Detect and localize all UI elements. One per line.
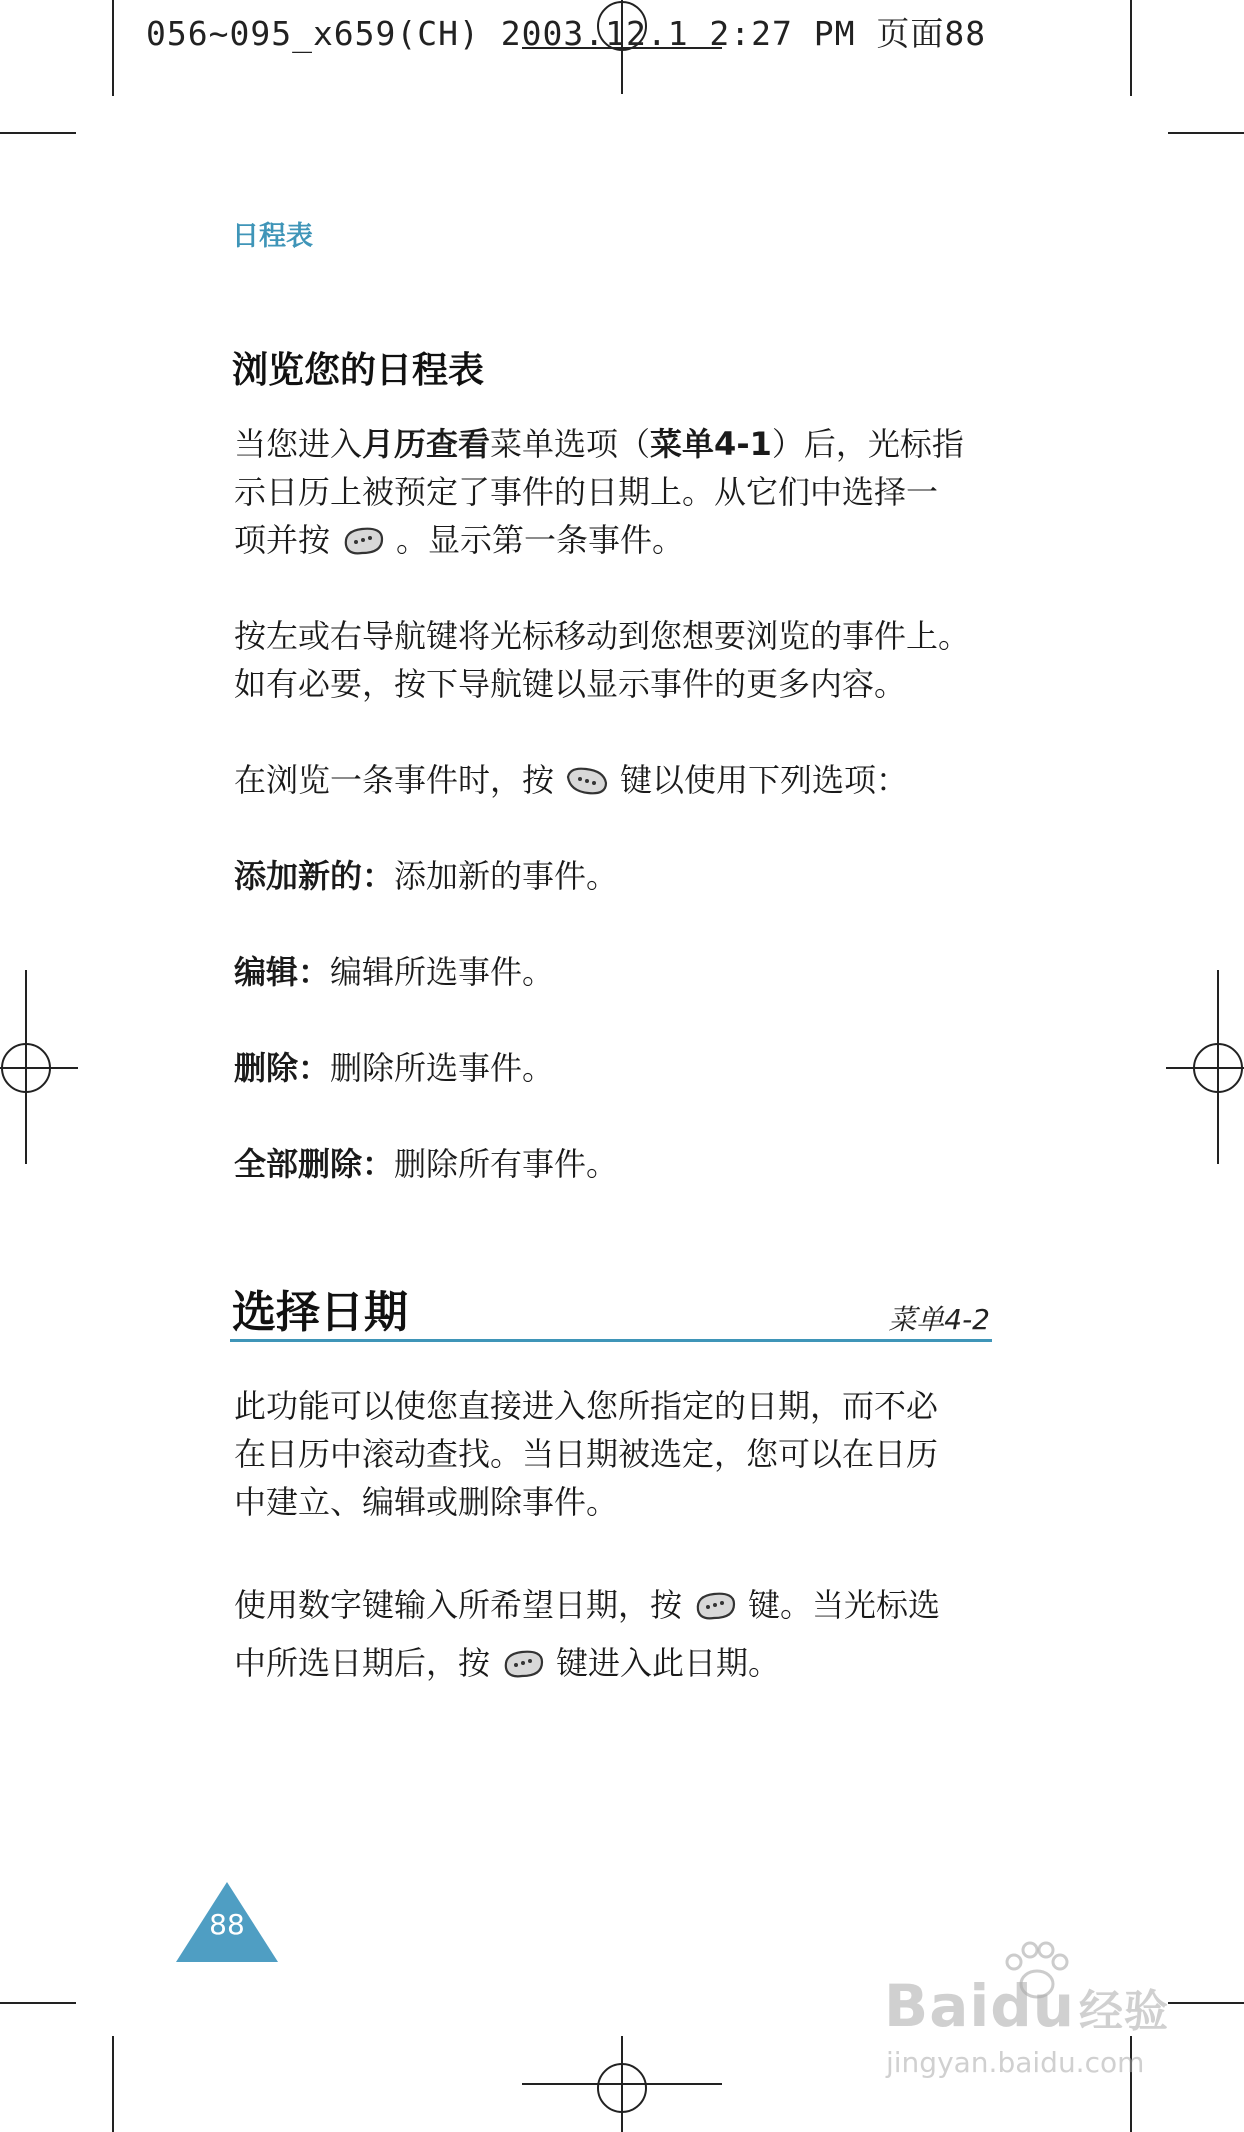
sd-p2-line-1-pre: 使用数字键输入所希望日期，按 bbox=[234, 1586, 683, 1624]
watermark-url: jingyan.baidu.com bbox=[886, 2046, 1145, 2079]
sd-p2-line-2-post: 键进入此日期。 bbox=[556, 1644, 781, 1682]
option-list-item bbox=[234, 948, 1014, 996]
sd-p2-line-1-post: 键。当光标选 bbox=[748, 1586, 941, 1624]
option-desc: 删除所有事件。 bbox=[394, 1145, 619, 1183]
option-desc: 删除所选事件。 bbox=[330, 1049, 555, 1087]
crop-mark-top-left-v bbox=[112, 0, 114, 96]
crop-mark-bottom-right-h bbox=[1168, 2002, 1244, 2004]
p1-bold-menu-ref: 菜单4-1 bbox=[650, 425, 772, 463]
watermark-brand-text: Baidu bbox=[884, 1972, 1076, 2040]
browse-paragraph-1 bbox=[234, 420, 1014, 564]
print-header: 056~095_x659(CH) 2003.12.1 2:27 PM 页面88 bbox=[146, 14, 987, 53]
option-label: 编辑： bbox=[234, 953, 331, 991]
crop-mark-bottom-left-h bbox=[0, 2002, 76, 2004]
p1-text-e: ）后，光标指 bbox=[771, 425, 964, 463]
p1-line-3-post: 。显示第一条事件。 bbox=[396, 521, 685, 559]
select-date-paragraph-2 bbox=[234, 1576, 1014, 1692]
option-list-item bbox=[234, 852, 1014, 900]
browse-paragraph-2 bbox=[234, 612, 1014, 708]
p1-text-c: 菜单选项（ bbox=[490, 425, 651, 463]
menu-key-icon bbox=[564, 765, 610, 797]
p1-text-a: 当您进入 bbox=[234, 425, 363, 463]
section-divider bbox=[230, 1339, 992, 1342]
browse-paragraph-3 bbox=[234, 756, 1014, 804]
sd-p1-line-3: 中建立、编辑或删除事件。 bbox=[234, 1483, 619, 1521]
sd-p1-line-1: 此功能可以使您直接进入您所指定的日期，而不必 bbox=[234, 1387, 939, 1425]
select-date-paragraph-1 bbox=[234, 1382, 1014, 1526]
p1-line-3-pre: 项并按 bbox=[234, 521, 331, 559]
watermark-brand bbox=[884, 1972, 1169, 2040]
option-list-item bbox=[234, 1140, 1014, 1188]
sd-p2-line-2-pre: 中所选日期后，按 bbox=[234, 1644, 491, 1682]
section-tag: 日程表 bbox=[232, 221, 313, 252]
crop-mark-icon bbox=[1164, 970, 1244, 1170]
ok-key-icon bbox=[692, 1590, 738, 1622]
crop-mark-top-right-v bbox=[1130, 0, 1132, 96]
browse-title: 浏览您的日程表 bbox=[232, 350, 485, 391]
sd-p1-line-2: 在日历中滚动查找。当日期被选定，您可以在日历 bbox=[234, 1435, 939, 1473]
select-date-title: 选择日期 bbox=[232, 1287, 408, 1338]
option-list-item bbox=[234, 1044, 1014, 1092]
option-desc: 添加新的事件。 bbox=[394, 857, 619, 895]
crop-mark-bottom-left-v bbox=[112, 2036, 114, 2132]
menu-reference: 菜单4-2 bbox=[888, 1303, 990, 1336]
crop-mark-top-left-h bbox=[0, 132, 76, 134]
ok-key-icon bbox=[340, 525, 386, 557]
watermark-brand-cn: 经验 bbox=[1079, 1986, 1170, 2037]
ok-key-icon bbox=[500, 1648, 546, 1680]
page-number: 88 bbox=[209, 1908, 245, 1941]
p3-post: 键以使用下列选项： bbox=[620, 761, 909, 799]
option-desc: 编辑所选事件。 bbox=[330, 953, 555, 991]
p2-line-2: 如有必要，按下导航键以显示事件的更多内容。 bbox=[234, 665, 907, 703]
crop-mark-icon bbox=[522, 2036, 722, 2132]
p1-bold-month-view: 月历查看 bbox=[362, 425, 491, 463]
option-label: 添加新的： bbox=[234, 857, 395, 895]
crop-mark-top-right-h bbox=[1168, 132, 1244, 134]
option-label: 全部删除： bbox=[234, 1145, 395, 1183]
option-label: 删除： bbox=[234, 1049, 331, 1087]
crop-mark-icon bbox=[0, 970, 80, 1170]
p1-line-2: 示日历上被预定了事件的日期上。从它们中选择一 bbox=[234, 473, 939, 511]
p3-pre: 在浏览一条事件时，按 bbox=[234, 761, 555, 799]
p2-line-1: 按左或右导航键将光标移动到您想要浏览的事件上。 bbox=[234, 617, 971, 655]
